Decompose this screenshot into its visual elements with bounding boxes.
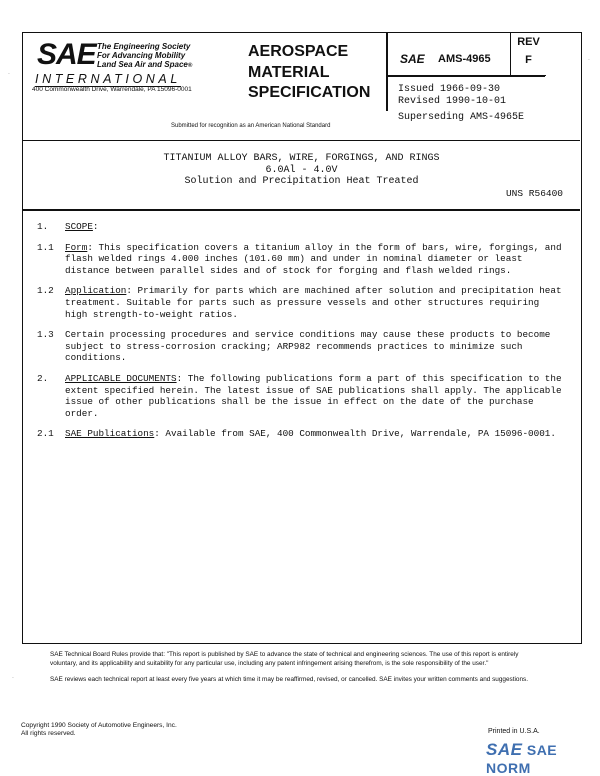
section-number: 1.	[37, 221, 49, 232]
section-text: : Primarily for parts which are machined after solution and precipitation heat treatment. Suitable for parts such as pressure vessels and other structures requiring high strength-to-weight ratios.	[65, 285, 562, 320]
section-text: :	[92, 221, 99, 232]
punch-mark: ˑ	[12, 676, 14, 683]
section-number: 2.	[37, 372, 49, 384]
title-line: Solution and Precipitation Heat Treated	[184, 176, 419, 187]
section	[37, 329, 567, 364]
section-title: SAE Publications	[65, 428, 155, 440]
document-title	[23, 153, 580, 188]
section-title: Form	[65, 241, 88, 253]
sae-small-logo: SAE	[400, 52, 425, 66]
superseding: Superseding AMS-4965E	[398, 112, 525, 123]
section	[37, 373, 567, 419]
sae-norm-watermark	[486, 740, 600, 776]
copyright-line: Copyright 1990 Society of Automotive Engineers, Inc.	[21, 722, 177, 729]
section	[37, 428, 567, 440]
sae-address: 400 Commonwealth Drive, Warrendale, PA 15096-0001	[32, 86, 192, 93]
section-number: 1.3	[37, 329, 54, 341]
ams-number: AMS-4965	[438, 53, 491, 65]
title-line: AEROSPACE	[248, 43, 349, 60]
issued-date: Issued 1966-09-30	[398, 84, 501, 95]
sae-logo-block	[23, 33, 248, 111]
board-rules-note: SAE Technical Board Rules provide that: "This report is published by SAE to advance the state of technical and engineering sciences. The use of this report is entirely voluntary, and its applicability and suitability for any particular use, including any patent infringement arising therefrom, is the sole responsibility of the user."	[50, 651, 519, 667]
tagline-line: For Advancing Mobility	[97, 51, 186, 60]
copyright	[21, 722, 177, 738]
uns-number: UNS R56400	[505, 188, 563, 199]
punch-mark: ˑ	[8, 72, 10, 79]
section	[37, 221, 567, 233]
punch-mark: ˑ	[588, 58, 590, 65]
printed-in: Printed in U.S.A.	[488, 728, 540, 735]
title-divider	[23, 209, 580, 211]
section	[37, 242, 567, 277]
title-line: 6.0Al - 4.0V	[265, 164, 338, 176]
section	[37, 285, 567, 320]
section-title: APPLICABLE DOCUMENTS	[65, 372, 177, 384]
section-text: : The following publications form a part of this specification to the extent specified herein. The latest issue of SAE publications shall apply. The applicable issue of other publications shall be the issue in effect on the date of the purchase order.	[65, 372, 562, 419]
spec-type-title	[248, 33, 388, 111]
document-frame	[22, 32, 582, 644]
revision-box	[510, 33, 546, 76]
watermark-logo: SAE	[486, 740, 523, 759]
issue-dates	[398, 84, 524, 124]
revised-date: Revised 1990-10-01	[398, 95, 507, 107]
title-line: SPECIFICATION	[248, 84, 371, 101]
rev-label: REV	[517, 36, 540, 48]
spec-id-block	[388, 33, 580, 140]
rev-value: F	[525, 54, 532, 66]
section-number: 2.1	[37, 428, 54, 440]
section-title: SCOPE	[65, 221, 93, 232]
document-header	[23, 33, 580, 141]
header-divider	[388, 75, 545, 77]
title-line: TITANIUM ALLOY BARS, WIRE, FORGINGS, AND RINGS	[163, 153, 440, 164]
tagline-line: The Engineering Society	[97, 42, 191, 51]
section-text: Certain processing procedures and service conditions may cause these products to become subject to stress-corrosion cracking; ARP982 recommends practices to minimize such conditions.	[65, 329, 551, 364]
review-note: SAE reviews each technical report at least every five years at which time it may be reaffirmed, revised, or cancelled. SAE invites your written comments and suggestions.	[50, 676, 528, 684]
section-text: : Available from SAE, 400 Commonwealth Drive, Warrendale, PA 15096-0001.	[154, 428, 556, 440]
section-number: 1.1	[37, 241, 54, 253]
section-text: : This specification covers a titanium alloy in the form of bars, wire, forgings, and flash welded rings 4.000 inches (101.60 mm) and under in nominal diameter or least distance between parallel sides and of stock for forging and flash welded rings.	[65, 241, 562, 276]
section-title: Application	[65, 285, 127, 297]
document-body	[37, 221, 567, 449]
watermark-text: SAE NORM	[486, 742, 558, 776]
copyright-line: All rights reserved.	[21, 730, 76, 737]
tagline-line: Land Sea Air and Space®	[97, 60, 193, 69]
sae-tagline	[97, 42, 192, 71]
page-footer	[50, 651, 540, 693]
ansi-submission-note: Submitted for recognition as an American National Standard	[171, 123, 331, 129]
section-number: 1.2	[37, 285, 54, 297]
sae-logo: SAE	[37, 38, 96, 71]
international-label: INTERNATIONAL	[35, 72, 181, 86]
title-line: MATERIAL	[248, 63, 330, 81]
